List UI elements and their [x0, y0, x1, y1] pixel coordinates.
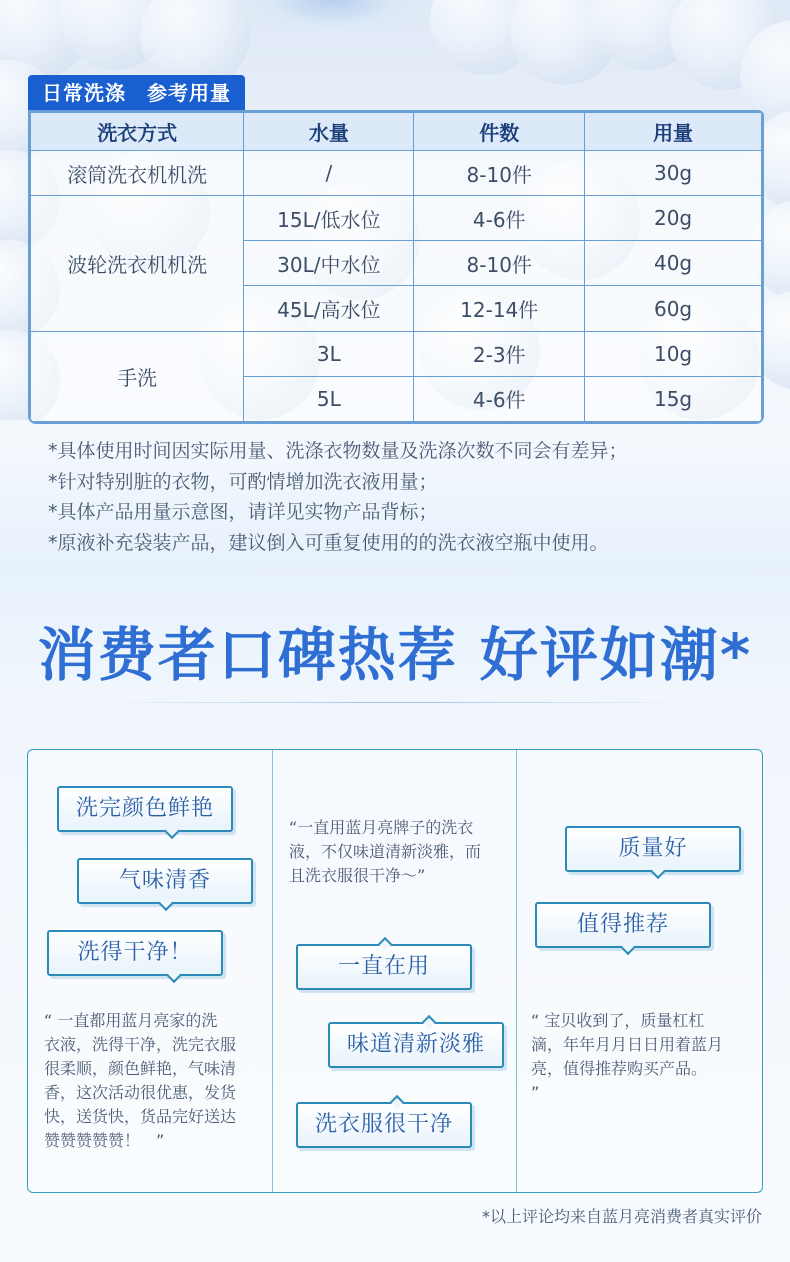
bubble-tail-icon: [621, 941, 635, 955]
quote-line: “ 一直都用蓝月亮家的洗: [44, 1011, 218, 1030]
quote-line: 衣液，洗得干净，洗完衣服: [44, 1035, 237, 1054]
quote-line: 亮，值得推荐购买产品。: [531, 1059, 708, 1078]
review-tag-label: 洗完颜色鲜艳: [75, 796, 214, 821]
review-tag: [47, 930, 223, 976]
quote-line: 很柔顺，颜色鲜艳，气味清: [44, 1059, 237, 1078]
cell-method: 滚筒洗衣机机洗: [31, 151, 244, 196]
cell-amount: 20g: [585, 196, 762, 241]
cell-water: 3L: [244, 331, 414, 376]
reviews-panel: [27, 749, 763, 1193]
usage-notes: [48, 436, 628, 558]
header-amount: 用量: [585, 113, 762, 151]
quote-line: 且洗衣服很干净～”: [289, 866, 426, 885]
note-line: *针对特别脏的衣物，可酌情增加洗衣液用量；: [48, 470, 438, 493]
note-line: *具体使用时间因实际用量、洗涤衣物数量及洗涤次数不同会有差异；: [48, 440, 628, 462]
cell-count: 4-6件: [414, 376, 585, 421]
column-divider: [516, 750, 517, 1192]
review-quote: [44, 1009, 264, 1153]
review-tag-label: 味道清新淡雅: [346, 1032, 485, 1057]
table-row: [31, 196, 762, 241]
review-tag-label: 气味清香: [118, 868, 211, 893]
usage-table: [28, 110, 764, 424]
quote-line: 香，这次活动很优惠，发货: [44, 1083, 237, 1102]
bubble-tail-icon: [159, 897, 173, 911]
reference-usage-tag: 日常洗涤 参考用量: [28, 75, 245, 111]
cell-water: 5L: [244, 376, 414, 421]
cell-water: /: [244, 151, 414, 196]
review-tag-label: 洗衣服很干净: [314, 1112, 453, 1137]
reviews-headline: 消费者口碑热荐 好评如潮*: [37, 621, 753, 689]
review-tag-label: 值得推荐: [576, 912, 669, 937]
top-product-glow: [255, 0, 410, 30]
review-tag: [77, 858, 253, 904]
header-count: 件数: [414, 113, 585, 151]
review-tag: [296, 944, 472, 990]
cell-method: 手洗: [31, 331, 244, 421]
cell-amount: 40g: [585, 241, 762, 286]
cell-count: 2-3件: [414, 331, 585, 376]
cell-amount: 10g: [585, 331, 762, 376]
bubble-tail-icon: [165, 825, 179, 839]
cell-count: 8-10件: [414, 241, 585, 286]
cell-method: 波轮洗衣机机洗: [31, 196, 244, 331]
cell-amount: 60g: [585, 286, 762, 331]
review-tag: [57, 786, 233, 832]
cell-water: 45L/高水位: [244, 286, 414, 331]
bubble-tail-icon: [390, 1095, 404, 1109]
headline-divider: [100, 702, 690, 703]
quote-line: 液，不仅味道清新淡雅，而: [289, 842, 482, 861]
review-tag-label: 一直在用: [337, 954, 430, 979]
review-tag: [535, 902, 711, 948]
bubble-tail-icon: [422, 1015, 436, 1029]
review-quote: [531, 1009, 751, 1105]
cell-amount: 15g: [585, 376, 762, 421]
quote-line: 滴，年年月月日日用着蓝月: [531, 1035, 724, 1054]
header-water: 水量: [244, 113, 414, 151]
review-quote: [289, 816, 509, 888]
quote-line: 快，送货快，货品完好送达: [44, 1107, 237, 1126]
header-method: 洗衣方式: [31, 113, 244, 151]
review-tag-label: 质量好: [618, 836, 688, 861]
bubble-tail-icon: [167, 969, 181, 983]
quote-line: ”: [531, 1083, 540, 1102]
review-tag-label: 洗得干净！: [77, 940, 193, 965]
quote-line: “ 宝贝收到了，质量杠杠: [531, 1011, 705, 1030]
reviews-disclaimer: *以上评论均来自蓝月亮消费者真实评价: [481, 1207, 762, 1226]
quote-line: “一直用蓝月亮牌子的洗衣: [289, 818, 474, 837]
bubble-tail-icon: [378, 937, 392, 951]
table-row: [31, 151, 762, 196]
note-line: *具体产品用量示意图，请详见实物产品背标；: [48, 501, 438, 523]
cell-count: 8-10件: [414, 151, 585, 196]
cell-water: 30L/中水位: [244, 241, 414, 286]
table-row: [31, 331, 762, 376]
note-line: *原液补充袋装产品，建议倒入可重复使用的的洗衣液空瓶中使用。: [48, 531, 609, 554]
column-divider: [272, 750, 273, 1192]
quote-line: 赞赞赞赞赞！ ”: [44, 1131, 165, 1150]
review-tag: [328, 1022, 504, 1068]
bubble-tail-icon: [651, 865, 665, 879]
review-tag: [296, 1102, 472, 1148]
review-tag: [565, 826, 741, 872]
cell-amount: 30g: [585, 151, 762, 196]
cell-count: 12-14件: [414, 286, 585, 331]
cell-count: 4-6件: [414, 196, 585, 241]
cell-water: 15L/低水位: [244, 196, 414, 241]
